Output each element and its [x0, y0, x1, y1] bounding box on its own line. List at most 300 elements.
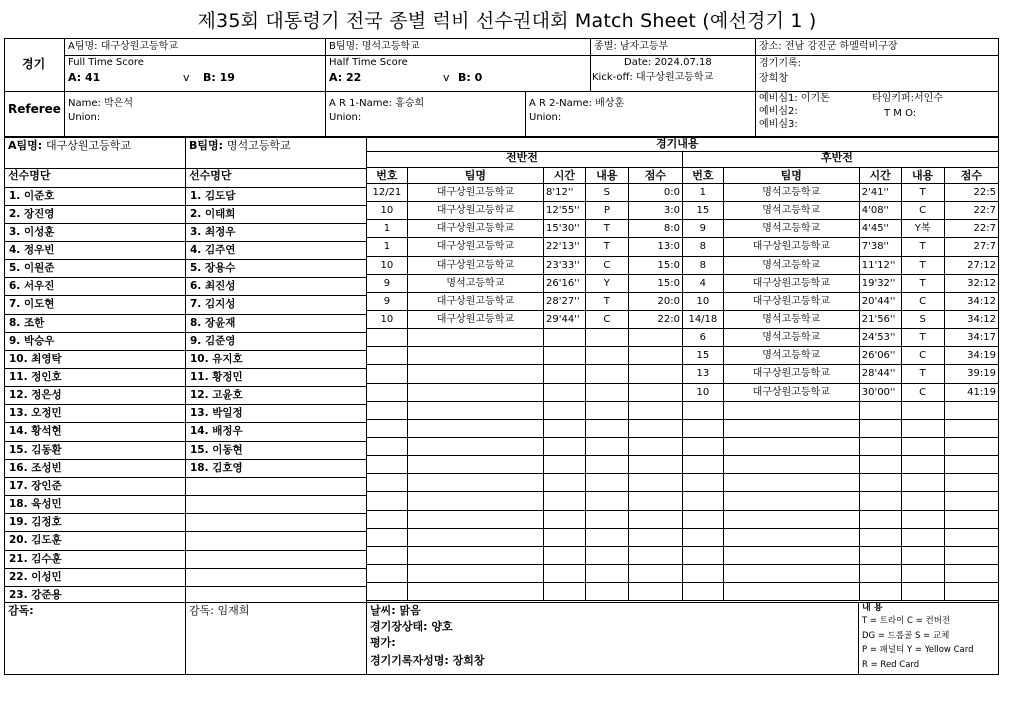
roster-a-player: 19. 김정호 [9, 516, 62, 529]
first-half-event-cell: 29'44'' [543, 310, 585, 328]
roster-a-player: 5. 이원준 [9, 262, 55, 275]
first-half-event-cell [628, 492, 682, 510]
roster-b-player: 1. 김도담 [190, 189, 236, 202]
second-half-event-cell: 명석고등학교 [723, 202, 859, 220]
second-half-event-cell: 대구상원고등학교 [723, 383, 859, 401]
first-half-event-cell [585, 329, 628, 347]
ar1-name: A R 1-Name: 홍승희 [329, 98, 425, 109]
match-date: Date: 2024.07.18 [624, 57, 712, 68]
first-half-event-cell [543, 347, 585, 365]
second-half-event-cell [944, 456, 998, 474]
second-half-event-cell [944, 546, 998, 564]
first-half-event-cell: 23'33'' [543, 256, 585, 274]
first-half-event-cell: 대구상원고등학교 [407, 238, 543, 256]
roster-a-player: 1. 이준호 [9, 189, 55, 202]
second-half-event-cell: 27:7 [944, 238, 998, 256]
second-half-event-row [683, 274, 999, 292]
first-half-event-cell [367, 419, 408, 437]
first-half-event-cell [543, 510, 585, 528]
first-half-event-cell [407, 329, 543, 347]
second-half-event-row [683, 456, 999, 474]
second-half-event-row [683, 383, 999, 401]
second-half-event-cell: 명석고등학교 [723, 347, 859, 365]
first-half-event-cell: 10 [367, 310, 408, 328]
second-half-event-cell [683, 528, 724, 546]
second-half-event-row [683, 292, 999, 310]
team-a-name: 대구상원고등학교 [100, 41, 178, 52]
roster-a-player: 15. 김동환 [9, 443, 62, 456]
first-half-event-cell [367, 546, 408, 564]
referee-label: Referee [8, 102, 61, 116]
second-half-event-cell [901, 401, 944, 419]
first-half-event-cell: T [585, 238, 628, 256]
second-half-event-cell [901, 583, 944, 601]
second-half-event-cell: 6 [683, 329, 724, 347]
roster-a-player: 7. 이도현 [9, 298, 55, 311]
second-half-event-cell [723, 564, 859, 582]
first-half-event-cell [585, 528, 628, 546]
second-half-event-row [683, 492, 999, 510]
first-half-event-cell [407, 528, 543, 546]
half-time-label: Half Time Score [329, 57, 408, 68]
second-half-event-cell: T [901, 329, 944, 347]
column-header: 점수 [944, 168, 998, 184]
referee-name: Name: 박은석 [68, 98, 134, 109]
roster-b-player: 5. 장용수 [190, 262, 236, 275]
second-half-event-row [683, 510, 999, 528]
second-half-event-row [683, 365, 999, 383]
second-half-event-row [683, 583, 999, 601]
first-half-event-cell: S [585, 184, 628, 202]
roster-a-header: 선수명단 [8, 169, 51, 182]
second-half-event-cell: T [901, 274, 944, 292]
first-half-event-cell [585, 365, 628, 383]
first-half-event-row [367, 220, 683, 238]
kickoff: Kick-off: 대구상원고등학교 [592, 72, 714, 83]
roster-a-player: 20. 김도훈 [9, 534, 62, 547]
first-half-event-cell [628, 383, 682, 401]
second-half-event-cell [901, 546, 944, 564]
first-half-event-row [367, 583, 683, 601]
second-half-event-cell: 41:19 [944, 383, 998, 401]
roster-a-player: 12. 정은성 [9, 389, 62, 402]
half-time-b: B: 0 [458, 71, 483, 84]
second-half-event-cell: 34:19 [944, 347, 998, 365]
second-half-event-row [683, 546, 999, 564]
second-half-event-cell: 11'12'' [859, 256, 901, 274]
first-half-event-row [367, 365, 683, 383]
second-half-event-row [683, 256, 999, 274]
first-half-event-cell: 명석고등학교 [407, 274, 543, 292]
second-half-event-cell [859, 456, 901, 474]
second-half-event-cell [723, 419, 859, 437]
first-half-event-cell [585, 347, 628, 365]
first-half-event-cell [628, 419, 682, 437]
events-header: 경기내용 [656, 137, 699, 150]
second-half-event-cell [944, 583, 998, 601]
second-half-event-cell: 24'53'' [859, 329, 901, 347]
second-half-event-cell [723, 546, 859, 564]
second-half-event-cell: 15 [683, 347, 724, 365]
reserve-referee-3: 예비심3: [759, 119, 798, 130]
first-half-event-cell: 9 [367, 274, 408, 292]
first-half-event-cell [628, 347, 682, 365]
roster-a-label: A팀명: [8, 139, 43, 152]
coach-a: 감독: [8, 604, 34, 617]
first-half-event-cell: 대구상원고등학교 [407, 220, 543, 238]
first-half-event-cell: 20:0 [628, 292, 682, 310]
first-half-event-cell [543, 474, 585, 492]
first-half-event-cell [628, 528, 682, 546]
first-half-event-cell [407, 347, 543, 365]
first-half-event-row [367, 383, 683, 401]
second-half-event-cell [723, 456, 859, 474]
first-half-event-row [367, 347, 683, 365]
ar1-union: Union: [329, 112, 362, 123]
first-half-event-cell [585, 474, 628, 492]
first-half-event-row [367, 528, 683, 546]
second-half-event-cell: T [901, 256, 944, 274]
first-half-event-cell [367, 474, 408, 492]
first-half-event-cell [628, 456, 682, 474]
second-half-event-cell: 14/18 [683, 310, 724, 328]
second-half-event-row [683, 401, 999, 419]
reserve-referee-1: 예비심1: 이기돈 [759, 93, 830, 104]
first-half-event-cell [367, 456, 408, 474]
second-half-event-cell [859, 564, 901, 582]
second-half-event-cell [723, 474, 859, 492]
second-half-event-cell [901, 474, 944, 492]
second-half-event-row [683, 474, 999, 492]
roster-a-player: 14. 황석현 [9, 425, 62, 438]
second-half-event-cell [723, 510, 859, 528]
first-half-event-cell: P [585, 202, 628, 220]
roster-b-label: B팀명: [189, 139, 224, 152]
roster-a-player: 6. 서우진 [9, 280, 55, 293]
first-half-event-cell [543, 583, 585, 601]
first-half-event-cell: 10 [367, 256, 408, 274]
second-half-event-cell: C [901, 347, 944, 365]
second-half-label: 후반전 [821, 151, 853, 164]
second-half-event-cell: 4 [683, 274, 724, 292]
second-half-event-cell [901, 528, 944, 546]
second-half-event-cell: 대구상원고등학교 [723, 292, 859, 310]
first-half-event-row [367, 184, 683, 202]
second-half-event-cell [683, 583, 724, 601]
first-half-event-cell: 28'27'' [543, 292, 585, 310]
second-half-event-cell: 대구상원고등학교 [723, 238, 859, 256]
second-half-event-cell: 27:12 [944, 256, 998, 274]
first-half-event-cell: Y [585, 274, 628, 292]
second-half-event-cell [901, 456, 944, 474]
second-half-event-cell: S [901, 310, 944, 328]
first-half-event-cell [407, 456, 543, 474]
second-half-event-cell [901, 419, 944, 437]
roster-b-player: 10. 유지호 [190, 352, 243, 365]
first-half-event-cell [628, 437, 682, 455]
second-half-event-cell: 명석고등학교 [723, 310, 859, 328]
second-half-event-cell [859, 437, 901, 455]
second-half-event-cell [944, 401, 998, 419]
first-half-event-cell [543, 546, 585, 564]
roster-b-player: 14. 배정우 [190, 425, 243, 438]
second-half-event-cell [723, 401, 859, 419]
roster-b-player: 15. 이동현 [190, 443, 243, 456]
first-half-event-cell [543, 456, 585, 474]
roster-a-player: 11. 정인호 [9, 371, 62, 383]
first-half-event-cell: 26'16'' [543, 274, 585, 292]
team-a-label: A팀명: [68, 41, 98, 52]
first-half-event-cell [367, 329, 408, 347]
first-half-event-cell [628, 401, 682, 419]
legend-item: T = 트라이 C = 컨버전 [862, 616, 951, 626]
second-half-event-cell [859, 528, 901, 546]
first-half-event-cell [628, 583, 682, 601]
first-half-event-cell [585, 583, 628, 601]
second-half-event-cell [683, 456, 724, 474]
first-half-event-cell [367, 437, 408, 455]
second-half-event-cell: 20'44'' [859, 292, 901, 310]
full-time-b: B: 19 [203, 71, 235, 84]
second-half-event-row [683, 564, 999, 582]
second-half-event-cell: 명석고등학교 [723, 184, 859, 202]
second-half-event-cell [859, 474, 901, 492]
second-half-event-row [683, 220, 999, 238]
recorder-label: 경기기록: [759, 58, 802, 69]
second-half-event-cell: 19'32'' [859, 274, 901, 292]
roster-b-player: 11. 황정민 [190, 371, 243, 383]
second-half-event-cell: 9 [683, 220, 724, 238]
second-half-event-cell [901, 510, 944, 528]
second-half-event-cell: 34:12 [944, 292, 998, 310]
first-half-event-cell: 1 [367, 220, 408, 238]
roster-a-player: 3. 이성훈 [9, 225, 55, 238]
second-half-event-cell [683, 510, 724, 528]
legend-item: P = 패널티 Y = Yellow Card [862, 645, 974, 655]
second-half-event-cell: 1 [683, 184, 724, 202]
second-half-event-row [683, 184, 999, 202]
first-half-event-cell: 대구상원고등학교 [407, 256, 543, 274]
first-half-event-cell [367, 510, 408, 528]
roster-a-player: 2. 장진영 [9, 207, 55, 220]
roster-a-player: 9. 박승우 [9, 334, 55, 347]
roster-a-player: 10. 최영탁 [9, 352, 62, 365]
second-half-event-cell: 명석고등학교 [723, 256, 859, 274]
roster-b-player: 2. 이태희 [190, 207, 236, 220]
second-half-event-cell [859, 492, 901, 510]
first-half-event-row [367, 437, 683, 455]
second-half-event-cell [859, 510, 901, 528]
second-half-event-cell: 22:7 [944, 202, 998, 220]
column-header: 점수 [628, 168, 682, 184]
column-header: 시간 [859, 168, 901, 184]
first-half-event-cell: 13:0 [628, 238, 682, 256]
second-half-event-cell: T [901, 184, 944, 202]
first-half-event-cell [585, 437, 628, 455]
first-half-event-cell: 22:0 [628, 310, 682, 328]
second-half-event-cell: Y복 [901, 220, 944, 238]
second-half-event-cell: 10 [683, 383, 724, 401]
first-half-event-cell: 12/21 [367, 184, 408, 202]
first-half-event-cell [543, 329, 585, 347]
first-half-event-cell: 15:0 [628, 274, 682, 292]
second-half-events-table [682, 167, 999, 601]
second-half-event-row [683, 238, 999, 256]
first-half-event-cell [367, 583, 408, 601]
team-b-label: B팀명: [329, 41, 359, 52]
column-header: 내용 [901, 168, 944, 184]
second-half-event-cell: 2'41'' [859, 184, 901, 202]
first-half-event-row [367, 202, 683, 220]
second-half-event-cell: T [901, 238, 944, 256]
first-half-event-cell: 대구상원고등학교 [407, 310, 543, 328]
second-half-event-cell [683, 437, 724, 455]
first-half-event-cell [543, 401, 585, 419]
second-half-event-cell [683, 564, 724, 582]
second-half-event-cell: 대구상원고등학교 [723, 365, 859, 383]
tmo: T M O: [884, 108, 917, 119]
first-half-event-cell [543, 365, 585, 383]
second-half-event-cell: 10 [683, 292, 724, 310]
second-half-event-cell [723, 492, 859, 510]
second-half-event-cell: 32:12 [944, 274, 998, 292]
timekeeper: 타임키퍼:서인수 [872, 93, 943, 104]
team-b-name: 명석고등학교 [361, 41, 420, 52]
second-half-event-row [683, 329, 999, 347]
second-half-event-cell [859, 419, 901, 437]
first-half-event-cell [628, 474, 682, 492]
second-half-event-cell: 21'56'' [859, 310, 901, 328]
second-half-event-cell: 7'38'' [859, 238, 901, 256]
second-half-event-cell: 명석고등학교 [723, 329, 859, 347]
second-half-event-cell [901, 492, 944, 510]
first-half-event-cell [407, 365, 543, 383]
first-half-event-cell [543, 419, 585, 437]
legend-item: DG = 드롭골 S = 교체 [862, 630, 950, 641]
first-half-event-row [367, 238, 683, 256]
first-half-event-row [367, 419, 683, 437]
second-half-event-cell [944, 564, 998, 582]
first-half-event-cell [407, 583, 543, 601]
second-half-event-cell: 22:7 [944, 220, 998, 238]
first-half-event-cell [407, 546, 543, 564]
roster-b-header: 선수명단 [189, 169, 232, 182]
first-half-event-cell [407, 474, 543, 492]
second-half-event-cell [901, 437, 944, 455]
venue-value: 전남 강진군 하멜럭비구장 [784, 41, 898, 52]
first-half-event-cell [585, 383, 628, 401]
roster-b-player: 3. 최정우 [190, 225, 236, 238]
first-half-event-cell: 22'13'' [543, 238, 585, 256]
half-time-a: A: 22 [329, 71, 362, 84]
roster-a-player: 23. 강준용 [9, 588, 62, 601]
first-half-event-cell: 15'30'' [543, 220, 585, 238]
first-half-event-cell [407, 437, 543, 455]
reserve-referee-2: 예비심2: [759, 106, 798, 117]
second-half-event-row [683, 528, 999, 546]
first-half-event-row [367, 456, 683, 474]
first-half-event-cell [367, 564, 408, 582]
second-half-event-cell [723, 583, 859, 601]
second-half-event-row [683, 310, 999, 328]
record-writer: 경기기록자성명: 장희창 [370, 654, 485, 667]
first-half-event-cell: 대구상원고등학교 [407, 202, 543, 220]
first-half-event-cell [543, 492, 585, 510]
roster-b-player: 4. 김주연 [190, 243, 236, 256]
roster-a-player: 22. 이성민 [9, 570, 62, 583]
first-half-event-cell [407, 510, 543, 528]
second-half-event-cell: 8 [683, 238, 724, 256]
first-half-event-cell [543, 564, 585, 582]
roster-a-player: 4. 정우빈 [9, 243, 55, 256]
first-half-event-cell [407, 564, 543, 582]
first-half-event-cell [407, 383, 543, 401]
first-half-event-cell [585, 564, 628, 582]
second-half-event-cell: 명석고등학교 [723, 220, 859, 238]
ar2-name: A R 2-Name: 배상훈 [529, 98, 625, 109]
first-half-event-cell: 0:0 [628, 184, 682, 202]
first-half-label: 전반전 [506, 151, 538, 164]
second-half-event-cell [683, 419, 724, 437]
column-header: 번호 [367, 168, 408, 184]
first-half-event-row [367, 492, 683, 510]
roster-b-player: 8. 장윤재 [190, 316, 236, 329]
column-header: 시간 [543, 168, 585, 184]
second-half-event-cell [944, 510, 998, 528]
first-half-events-table [366, 167, 683, 601]
full-time-v: v [183, 71, 190, 84]
first-half-event-row [367, 546, 683, 564]
first-half-event-cell: 8'12'' [543, 184, 585, 202]
first-half-event-cell [628, 546, 682, 564]
second-half-event-cell [859, 583, 901, 601]
second-half-event-cell [723, 528, 859, 546]
category-value: 남자고등부 [619, 41, 669, 52]
second-half-event-cell [683, 401, 724, 419]
full-time-label: Full Time Score [68, 57, 144, 68]
first-half-event-cell [407, 419, 543, 437]
first-half-event-cell [367, 383, 408, 401]
first-half-event-cell: 대구상원고등학교 [407, 292, 543, 310]
second-half-event-row [683, 437, 999, 455]
second-half-event-cell: 34:17 [944, 329, 998, 347]
match-label: 경기 [22, 57, 46, 71]
second-half-event-cell [683, 546, 724, 564]
column-header: 팀명 [723, 168, 859, 184]
first-half-event-cell [407, 492, 543, 510]
first-half-event-row [367, 292, 683, 310]
first-half-event-cell [585, 492, 628, 510]
first-half-event-cell: 10 [367, 202, 408, 220]
referee-union: Union: [68, 112, 101, 123]
half-time-v: v [443, 71, 450, 84]
second-half-event-cell [944, 528, 998, 546]
first-half-event-cell [407, 401, 543, 419]
first-half-event-cell [585, 546, 628, 564]
column-header: 내용 [585, 168, 628, 184]
first-half-event-row [367, 401, 683, 419]
second-half-event-cell: C [901, 202, 944, 220]
roster-b-player: 9. 김준영 [190, 334, 236, 347]
first-half-event-cell [628, 564, 682, 582]
legend-title: 내 용 [862, 603, 883, 613]
second-half-event-cell: C [901, 292, 944, 310]
first-half-event-row [367, 564, 683, 582]
field-condition: 경기장상태: 양호 [370, 620, 453, 633]
second-half-event-cell [723, 437, 859, 455]
second-half-event-cell: 28'44'' [859, 365, 901, 383]
first-half-event-cell [367, 528, 408, 546]
